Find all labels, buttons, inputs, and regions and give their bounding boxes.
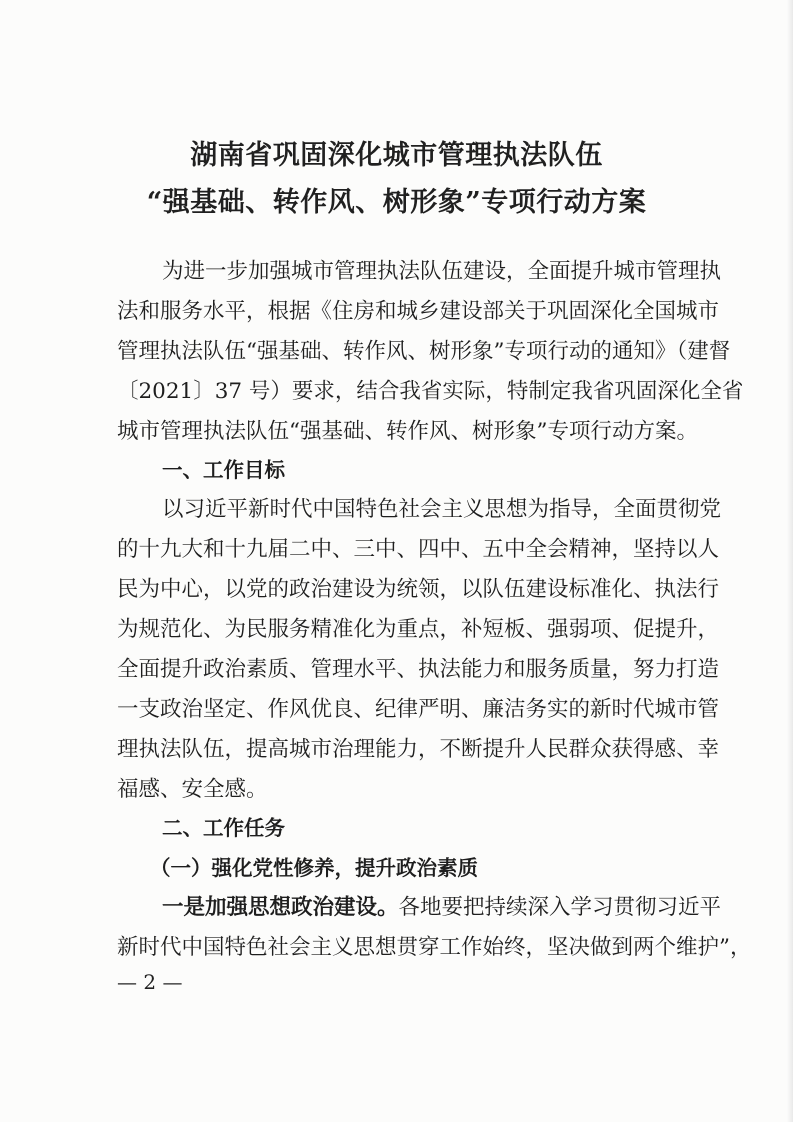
document-title-line-2: “强基础、转作风、树形象”专项行动方案 xyxy=(146,187,647,218)
intro-line: 法和服务水平，根据《住房和城乡建设部关于巩固深化全国城市 xyxy=(117,299,720,324)
section1-line: 为规范化、为民服务精准化为重点，补短板、强弱项、促提升， xyxy=(117,617,720,642)
task-paragraph-line xyxy=(162,893,722,923)
section1-line: 理执法队伍，提高城市治理能力，不断提升人民群众获得感、幸 xyxy=(117,737,720,762)
task-paragraph-lead: 一是加强思想政治建设。 xyxy=(162,895,399,920)
page-number: — 2 — xyxy=(117,970,183,994)
intro-line: 城市管理执法队伍“强基础、转作风、树形象”专项行动方案。 xyxy=(117,419,698,444)
section-heading-tasks: 二、工作任务 xyxy=(162,816,285,840)
section1-line: 全面提升政治素质、管理水平、执法能力和服务质量，努力打造 xyxy=(117,657,720,682)
intro-line: 〔2021〕37 号）要求，结合我省实际，特制定我省巩固深化全省 xyxy=(117,379,744,404)
section1-line: 民为中心，以党的政治建设为统领，以队伍建设标准化、执法行 xyxy=(117,577,720,602)
intro-line: 为进一步加强城市管理执法队伍建设，全面提升城市管理执 xyxy=(162,259,722,284)
section-heading-goals: 一、工作目标 xyxy=(162,458,285,482)
section1-line: 以习近平新时代中国特色社会主义思想为指导，全面贯彻党 xyxy=(162,497,722,522)
task-paragraph-text: 各地要把持续深入学习贯彻习近平 xyxy=(398,895,722,920)
section1-line: 福感、安全感。 xyxy=(117,777,268,802)
subsection-heading: （一）强化党性修养，提升政治素质 xyxy=(150,856,478,880)
intro-line: 管理执法队伍“强基础、转作风、树形象”专项行动的通知》（建督 xyxy=(117,339,731,364)
section1-line: 一支政治坚定、作风优良、纪律严明、廉洁务实的新时代城市管 xyxy=(117,697,720,722)
document-title-line-1: 湖南省巩固深化城市管理执法队伍 xyxy=(190,140,603,171)
task-paragraph-line: 新时代中国特色社会主义思想贯穿工作始终，坚决做到两个维护”， xyxy=(117,935,752,960)
section1-line: 的十九大和十九届二中、三中、四中、五中全会精神，坚持以人 xyxy=(117,537,720,562)
